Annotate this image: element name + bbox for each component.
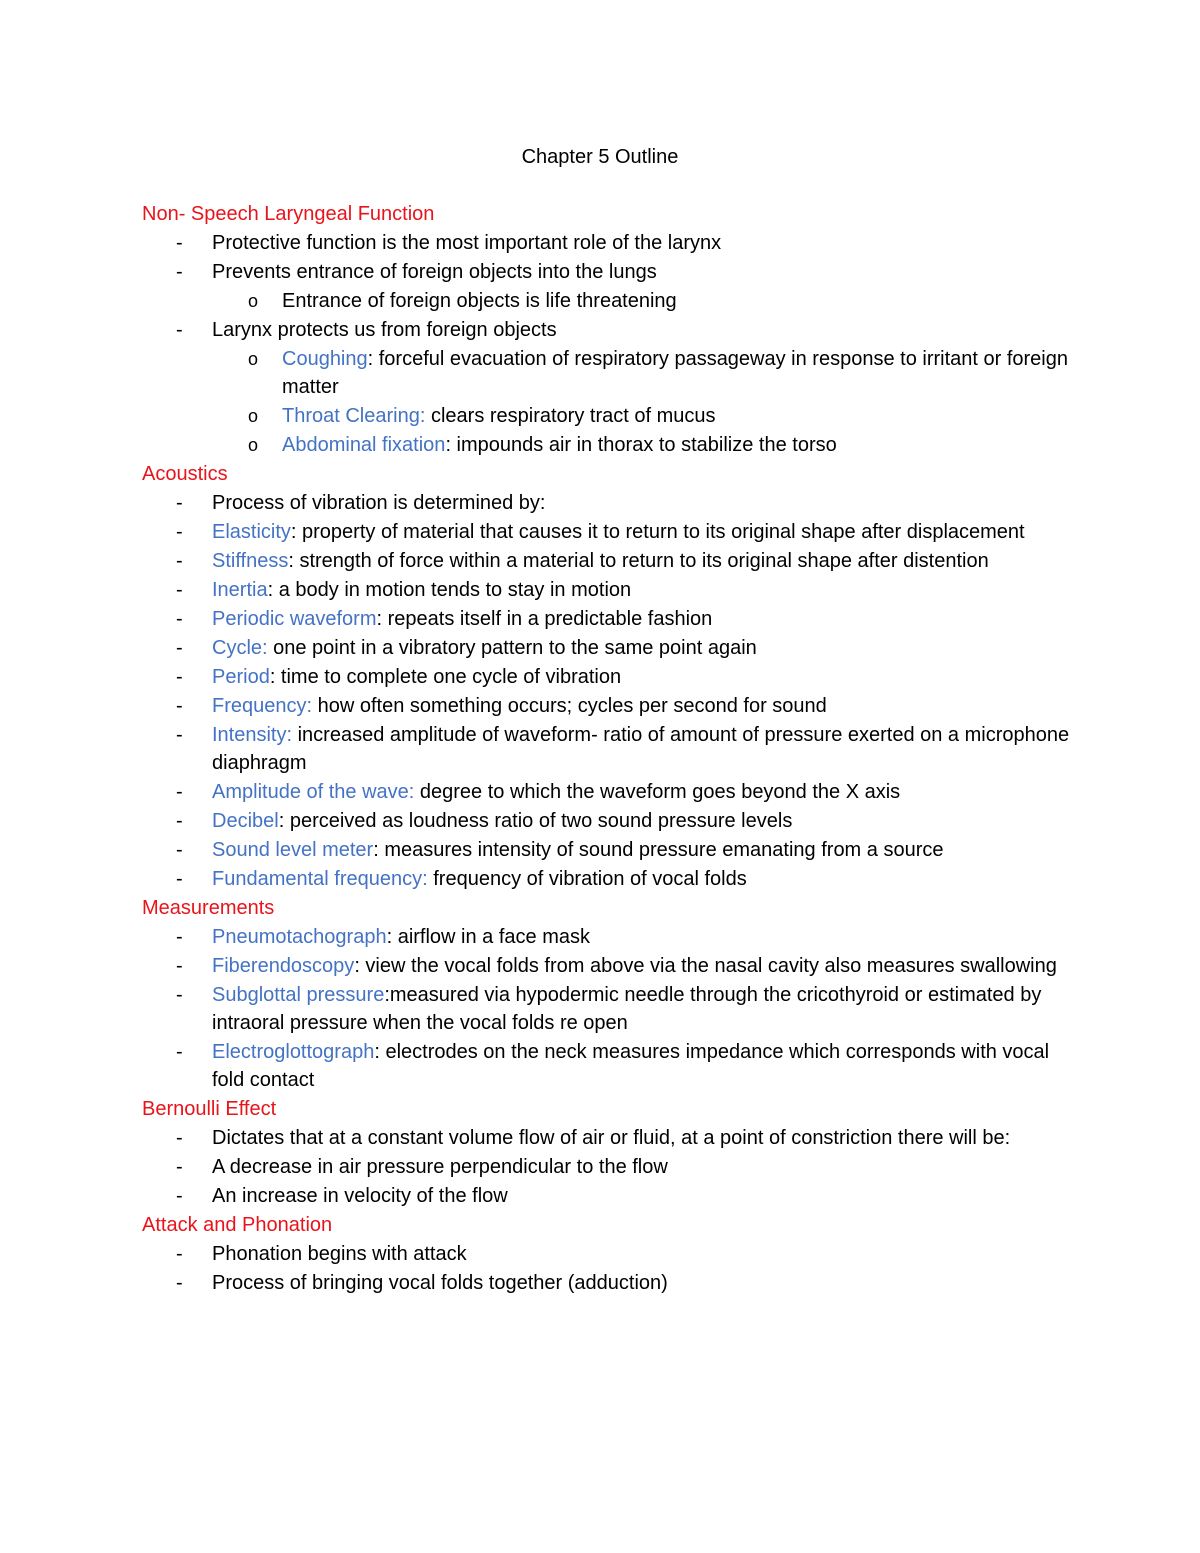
dash-bullet: - xyxy=(176,261,183,283)
outline-item xyxy=(142,547,1072,575)
term-label: Fiberendoscopy xyxy=(212,955,355,977)
dash-bullet: - xyxy=(176,695,183,717)
item-text: degree to which the waveform goes beyond the X axis xyxy=(414,781,901,803)
section-heading: Acoustics xyxy=(142,463,228,485)
outline-item xyxy=(142,634,1072,662)
outline-item xyxy=(142,865,1072,893)
outline-item xyxy=(142,345,1072,401)
item-text: : a body in motion tends to stay in motion xyxy=(267,579,632,601)
item-text: frequency of vibration of vocal folds xyxy=(427,868,747,890)
dash-bullet: - xyxy=(176,984,183,1006)
item-text: Protective function is the most important role of the larynx xyxy=(212,232,722,254)
section-heading: Measurements xyxy=(142,897,275,919)
item-text: : electrodes on the neck measures impedance which corresponds with vocal fold contact xyxy=(212,1041,1050,1091)
outline-item xyxy=(142,287,1072,315)
section-heading: Attack and Phonation xyxy=(142,1214,333,1236)
dash-bullet: - xyxy=(176,521,183,543)
outline-item xyxy=(142,605,1072,633)
dash-bullet: - xyxy=(176,926,183,948)
outline-item xyxy=(142,981,1072,1037)
item-text: : property of material that causes it to return to its original shape after displacement xyxy=(290,521,1025,543)
dash-bullet: - xyxy=(176,637,183,659)
dash-bullet: - xyxy=(176,579,183,601)
section-heading: Bernoulli Effect xyxy=(142,1098,277,1120)
dash-bullet: - xyxy=(176,1185,183,1207)
dash-bullet: - xyxy=(176,810,183,832)
outline-item xyxy=(142,258,1072,286)
item-text: : strength of force within a material to return to its original shape after distention xyxy=(288,550,989,572)
item-text: : impounds air in thorax to stabilize the torso xyxy=(445,434,837,456)
dash-bullet: - xyxy=(176,1127,183,1149)
item-text: A decrease in air pressure perpendicular to the flow xyxy=(212,1156,668,1178)
item-text: Process of bringing vocal folds together (adduction) xyxy=(212,1272,668,1294)
outline-item xyxy=(142,402,1072,430)
item-text: Phonation begins with attack xyxy=(212,1243,467,1265)
dash-bullet: - xyxy=(176,1041,183,1063)
outline-item xyxy=(142,489,1072,517)
outline-item xyxy=(142,721,1072,777)
term-label: Abdominal fixation xyxy=(282,434,446,456)
circle-bullet: o xyxy=(248,406,259,426)
dash-bullet: - xyxy=(176,666,183,688)
item-text: how often something occurs; cycles per second for sound xyxy=(312,695,827,717)
item-text: : forceful evacuation of respiratory passageway in response to irritant or foreign matter xyxy=(282,348,1068,398)
circle-bullet: o xyxy=(248,435,259,455)
outline-item xyxy=(142,229,1072,257)
outline-body xyxy=(142,200,1072,1298)
outline-item xyxy=(142,518,1072,546)
outline-item xyxy=(142,1038,1072,1094)
outline-item xyxy=(142,952,1072,980)
outline-item xyxy=(142,1269,1072,1297)
dash-bullet: - xyxy=(176,781,183,803)
term-label: Stiffness xyxy=(212,550,289,572)
dash-bullet: - xyxy=(176,319,183,341)
item-text: An increase in velocity of the flow xyxy=(212,1185,508,1207)
item-text: : view the vocal folds from above via the nasal cavity also measures swallowing xyxy=(354,955,1057,977)
item-text: Larynx protects us from foreign objects xyxy=(212,319,557,341)
page-title: Chapter 5 Outline xyxy=(521,146,679,168)
term-label: Cycle: xyxy=(212,637,268,659)
term-label: Periodic waveform xyxy=(212,608,377,630)
item-text: Process of vibration is determined by: xyxy=(212,492,546,514)
item-text: : measures intensity of sound pressure emanating from a source xyxy=(373,839,944,861)
term-label: Intensity: xyxy=(212,724,293,746)
term-label: Elasticity xyxy=(212,521,291,543)
item-text: :measured via hypodermic needle through the cricothyroid or estimated by intraoral pressure when the vocal folds re open xyxy=(212,984,1042,1034)
outline-item xyxy=(142,431,1072,459)
section-heading: Non- Speech Laryngeal Function xyxy=(142,203,435,225)
dash-bullet: - xyxy=(176,1156,183,1178)
outline-item xyxy=(142,1182,1072,1210)
outline-item xyxy=(142,663,1072,691)
circle-bullet: o xyxy=(248,349,259,369)
outline-item xyxy=(142,778,1072,806)
term-label: Sound level meter xyxy=(212,839,374,861)
dash-bullet: - xyxy=(176,232,183,254)
item-text: : airflow in a face mask xyxy=(386,926,590,948)
circle-bullet: o xyxy=(248,291,259,311)
dash-bullet: - xyxy=(176,868,183,890)
term-label: Fundamental frequency: xyxy=(212,868,428,890)
item-text: clears respiratory tract of mucus xyxy=(425,405,716,427)
outline-item xyxy=(142,1240,1072,1268)
outline-item xyxy=(142,836,1072,864)
outline-item xyxy=(142,576,1072,604)
item-text: : perceived as loudness ratio of two sound pressure levels xyxy=(278,810,793,832)
dash-bullet: - xyxy=(176,492,183,514)
term-label: Electroglottograph xyxy=(212,1041,375,1063)
term-label: Throat Clearing: xyxy=(282,405,426,427)
item-text: : repeats itself in a predictable fashion xyxy=(376,608,713,630)
outline-item xyxy=(142,1124,1072,1152)
dash-bullet: - xyxy=(176,608,183,630)
term-label: Frequency: xyxy=(212,695,313,717)
outline-item xyxy=(142,316,1072,344)
term-label: Inertia xyxy=(212,579,268,601)
dash-bullet: - xyxy=(176,955,183,977)
item-text: : time to complete one cycle of vibration xyxy=(269,666,622,688)
dash-bullet: - xyxy=(176,1272,183,1294)
term-label: Subglottal pressure xyxy=(212,984,385,1006)
item-text: Entrance of foreign objects is life threatening xyxy=(282,290,677,312)
term-label: Decibel xyxy=(212,810,279,832)
outline-item xyxy=(142,923,1072,951)
term-label: Amplitude of the wave: xyxy=(212,781,415,803)
item-text: Dictates that at a constant volume flow of air or fluid, at a point of constriction there will be: xyxy=(212,1127,1011,1149)
dash-bullet: - xyxy=(176,839,183,861)
item-text: increased amplitude of waveform- ratio of amount of pressure exerted on a microphone diaphragm xyxy=(212,724,1070,774)
item-text: one point in a vibratory pattern to the same point again xyxy=(267,637,757,659)
term-label: Period xyxy=(212,666,270,688)
dash-bullet: - xyxy=(176,724,183,746)
dash-bullet: - xyxy=(176,550,183,572)
outline-item xyxy=(142,692,1072,720)
outline-item xyxy=(142,1153,1072,1181)
dash-bullet: - xyxy=(176,1243,183,1265)
term-label: Coughing xyxy=(282,348,368,370)
outline-item xyxy=(142,807,1072,835)
item-text: Prevents entrance of foreign objects into the lungs xyxy=(212,261,657,283)
term-label: Pneumotachograph xyxy=(212,926,387,948)
